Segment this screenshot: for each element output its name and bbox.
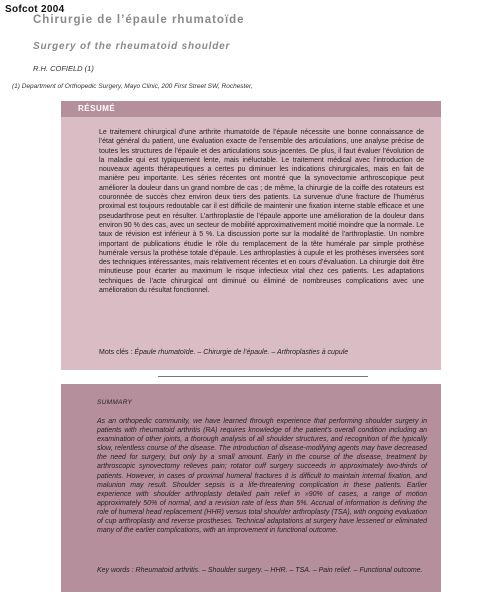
article-title-en: Surgery of the rheumatoid shoulder — [33, 41, 231, 52]
article-title-fr: Chirurgie de l’épaule rhumatoïde — [33, 14, 245, 26]
keywords-fr-label: Mots clés : — [99, 349, 135, 356]
keywords-fr-list: Épaule rhumatoïde. – Chirurgie de l’épaule. – Arthroplasties à cupule — [134, 349, 349, 356]
section-divider — [158, 376, 368, 377]
author-line: R.H. COFIELD (1) — [33, 64, 94, 73]
summary-heading: SUMMARY — [97, 399, 133, 406]
summary-body: As an orthopedic community, we have learned through experience that performing shoulder surgery in patients with rheumatoid arthritis (RA) requires knowledge of the patient’s overall condition including an examination of other joints, a thorough analysis of all shoulder structures, and recognition of the typically slow, relentless course of the disease. The introduction of disease-modifying agents may have decreased the need for surgery, but only by a small amount. Early in the course of the disease, treatment by arthroscopic synovectomy relieves pain; rotator cuff surgery succeeds in approximately two-thirds of patients. However, in cases of proximal humeral fractures it is difficult to maintain internal fixation, and malunion may result. Shoulder sepsis is a life-threatening complication in these patients. Earlier experience with shoulder arthroplasty detailed pain relief in »90% of cases, a range of motion approximately 50% of normal, and a revision rate of less than 5%. Accrual of information is defining the role of humeral head replacement (HHR) versus total shoulder arthroplasty (TSA), with ongoing evaluation of cup arthroplasty and reverse prostheses. Technical adaptations at surgery have lessened or eliminated many of the earlier complications, with an improvement in functional outcome. — [97, 418, 427, 535]
journal-header: Sofcot 2004 — [5, 4, 65, 15]
keywords-fr — [99, 349, 429, 356]
summary-box — [61, 384, 441, 592]
resume-heading: RÉSUMÉ — [61, 101, 441, 117]
affiliation-line: (1) Department of Orthopedic Surgery, Mayo Clinic, 200 First Street SW, Rochester, — [12, 83, 253, 90]
resume-box — [61, 101, 441, 370]
resume-body: Le traitement chirurgical d’une arthrite rhumatoïde de l’épaule nécessite une bonne connaissance de l’état général du patient, une évaluation exacte de l’ensemble des articulations, une analyse précise de toutes les structures de l’épaule et des articulations sous-jacentes. De plus, il faut évaluer l’évolution de la maladie qui est typiquement lente, mais inéluctable. Le traitement médical avec l’introduction de nouveaux agents thérapeutiques a certes pu diminuer les indications chirurgicales, mais en fait de manière peu importante. Les séries récentes ont montré que la synovectomie arthroscopique peut améliorer la douleur dans un grand nombre de cas ; de même, la chirurgie de la coiffe des rotateurs est couronnée de succès chez environ deux tiers des patients. La survenue d’une fracture de l’humérus proximal est toujours redoutable car il est difficile de maintenir une fixation interne stable efficace et une pseudarthrose peut en résulter. L’arthroplastie de l’épaule apporte une amélioration de la douleur dans environ 90 % des cas, avec un secteur de mobilité approximativement moitié moindre que la normale. Le taux de révision est inférieur à 5 %. La discussion porte sur la modalité de l’arthroplastie. Un nombre important de publications étudie le rôle du remplacement de la tête humérale par simple prothèse humérale versus la prothèse totale d’épaule. Les arthroplasties à cupule et les prothèses inversées sont des techniques intéressantes, mais relativement récentes et en cours d’évaluation. La chirurgie doit être minutieuse pour écarter au maximum le risque infectieux vital chez ces patients. Les adaptations techniques de l’acte chirurgical ont diminué ou éliminé de nombreuses complications avec une amélioration du résultat fonctionnel. — [99, 129, 424, 295]
keywords-en: Key words : Rheumatoid arthritis. – Shoulder surgery. – HHR. – TSA. – Pain relief. – Functional outcome. — [97, 567, 423, 574]
